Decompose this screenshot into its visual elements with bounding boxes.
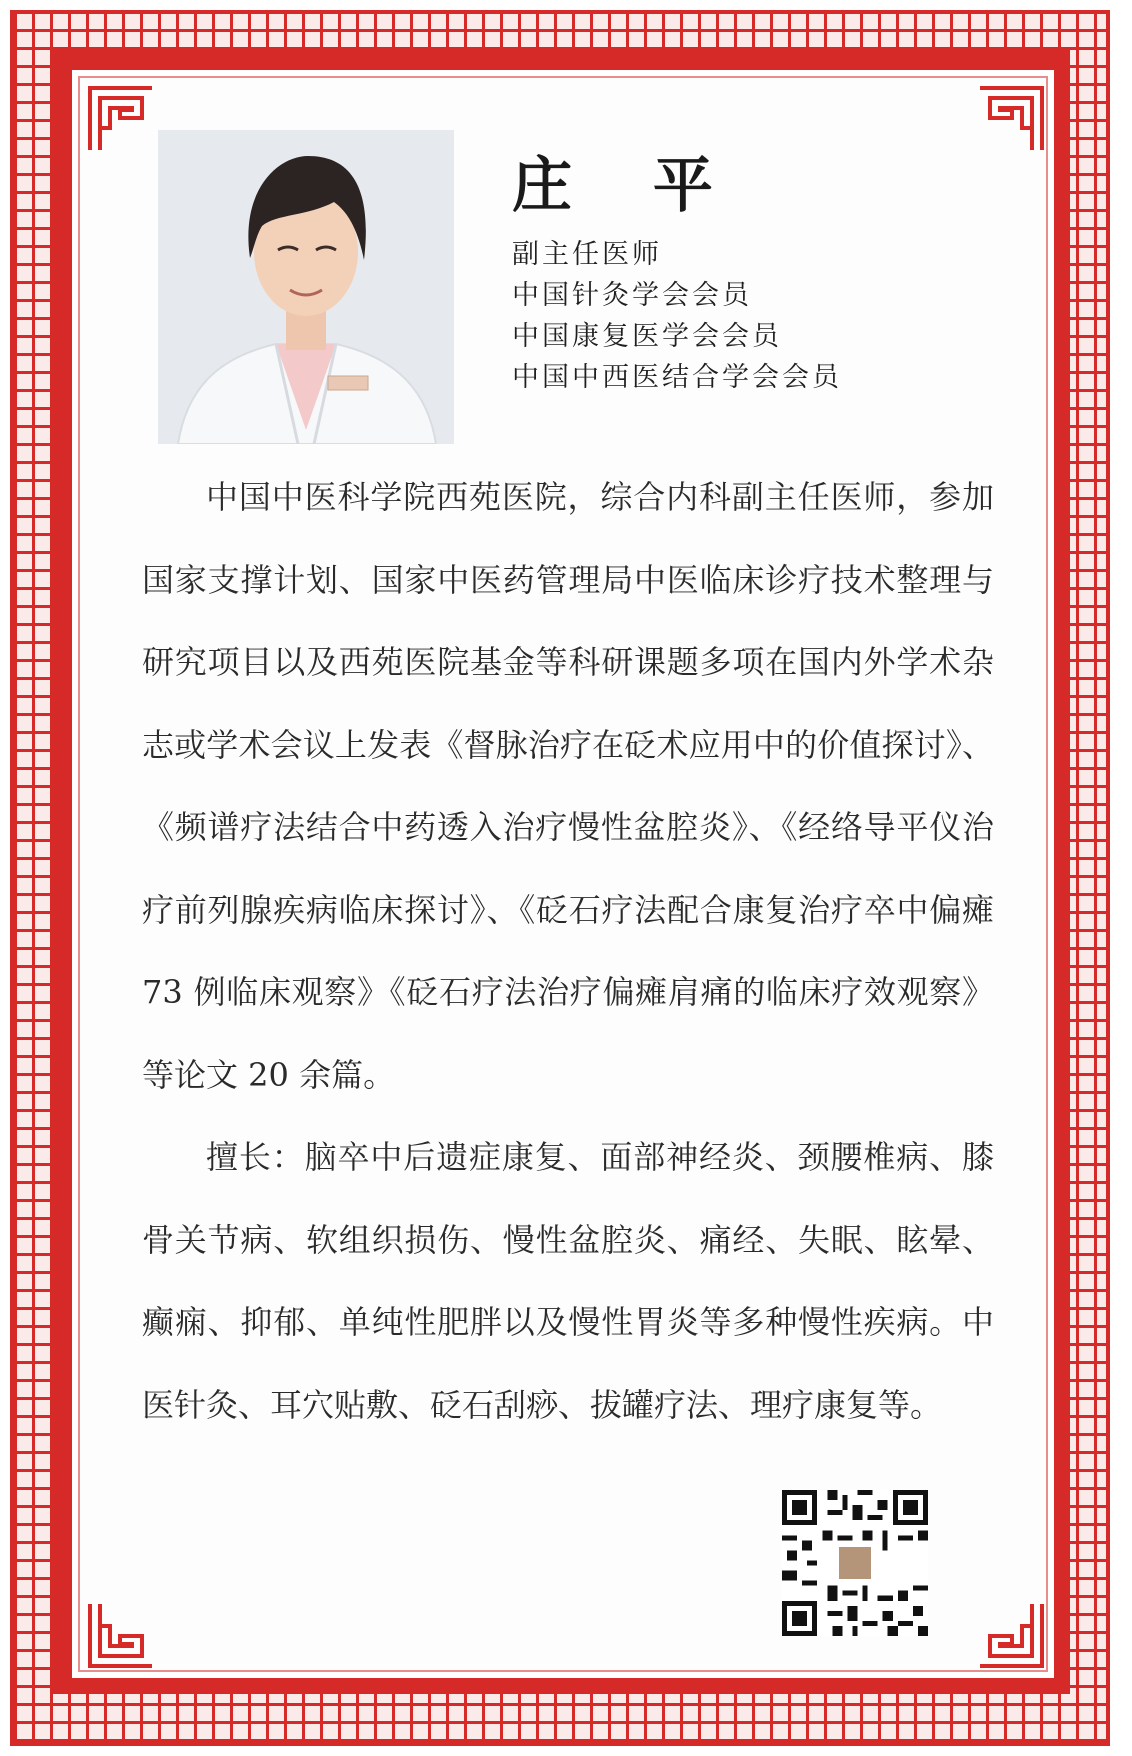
corner-ornament-icon xyxy=(86,1600,156,1670)
specialty-paragraph: 擅长：脑卒中后遗症康复、面部神经炎、颈腰椎病、膝骨关节病、软组织损伤、慢性盆腔炎、痛经、失眠、眩晕、癫痫、抑郁、单纯性肥胖以及慢性胃炎等多种慢性疾病。中医针灸、耳穴贴敷、砭石刮痧、拔罐疗法、理疗康复等。 xyxy=(142,1138,994,1424)
title-list xyxy=(512,234,842,398)
doctor-name: 庄 平 xyxy=(512,151,743,221)
title-item: 中国康复医学会会员 xyxy=(512,321,782,352)
title-item: 副主任医师 xyxy=(512,239,662,270)
corner-ornament-icon xyxy=(976,84,1046,154)
corner-ornament-icon xyxy=(976,1600,1046,1670)
doctor-portrait xyxy=(158,130,454,444)
qr-code[interactable] xyxy=(782,1490,928,1636)
title-item: 中国中西医结合学会会员 xyxy=(512,362,842,393)
corner-ornament-icon xyxy=(86,84,156,154)
bio-paragraph: 中国中医科学院西苑医院，综合内科副主任医师，参加国家支撑计划、国家中医药管理局中医临床诊疗技术整理与研究项目以及西苑医院基金等科研课题多项在国内外学术杂志或学术会议上发表《督脉治疗在砭术应用中的价值探讨》、《频谱疗法结合中药透入治疗慢性盆腔炎》、《经络导平仪治疗前列腺疾病临床探讨》、《砭石疗法配合康复治疗卒中偏瘫 73 例临床观察》《砭石疗法治疗偏瘫肩痛的临床疗效观察》等论文 20 余篇。 xyxy=(142,478,994,1094)
biography xyxy=(142,456,994,1446)
title-item: 中国针灸学会会员 xyxy=(512,280,752,311)
